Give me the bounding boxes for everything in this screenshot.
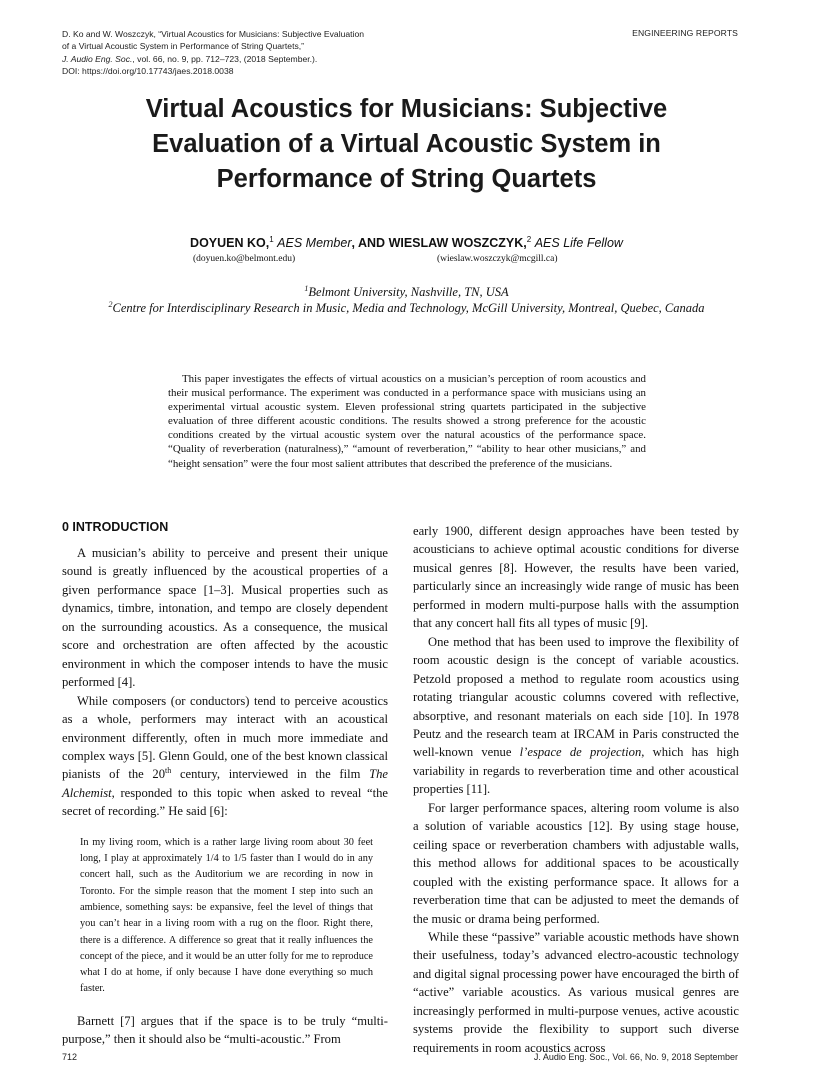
right-paragraph-4: While these “passive” variable acoustic methods have shown their usefulness, today’s advanced electro-acoustic technology and digital signal processing power have encouraged the birth of “active” variable acoustics. As various musical genres are increasingly performed in multi-purpose venues, active acoustic systems provide the flexibility to support such diverse requirements in room acoustics across	[413, 929, 739, 1055]
intro-paragraph-2	[62, 692, 388, 821]
citation-line-2: of a Virtual Acoustic System in Performance of String Quartets,”	[62, 41, 305, 52]
quote-text: In my living room, which is a rather large living room about 30 feet long, I play at approximately 1/4 to 1/5 faster than I would do in any concert hall, such as the Auditorium we are recording in now in Toronto. For the simple reason that the moment I step into such an ambience, something says: be expansive, feel the level of things that you can’t hear in a living room with a rug on the floor. Right there, there is a difference. A difference so great that it really influences the concept of the piece, and it would be an utter folly for me to reproduce what I do at home, if only because I have done everything so much faster.	[80, 836, 373, 995]
affiliation-1-marker: 1	[304, 283, 309, 293]
citation-line-3	[62, 53, 482, 65]
block-quote	[80, 835, 373, 998]
title-line-1: Virtual Acoustics for Musicians: Subjective	[145, 95, 668, 123]
author-2-name: WIESLAW WOSZCZYK,	[388, 236, 527, 250]
citation-block	[62, 28, 482, 77]
affiliation-2	[60, 301, 753, 316]
affiliation-2-text: Centre for Interdisciplinary Research in Music, Media and Technology, McGill University, Montreal, Quebec, Canada	[112, 301, 705, 315]
right-p2-text-a: One method that has been used to improve the flexibility of room acoustic design is the concept of variable acoustics. Petzold proposed a method to regulate room acoustics using rotating triangular acoustic columns covered with reflective, absorptive, and resonant materials on each side [10]. In 1978 Peutz and the research team at IRCAM in Paris constructed the well-known venue	[413, 634, 739, 760]
intro-p2-text-b: century, interviewed in the film	[171, 767, 370, 782]
affiliation-2-marker: 2	[108, 299, 113, 309]
right-paragraph-1: early 1900, different design approaches have been tested by acousticians to achieve optimal acoustic conditions for diverse musical genres [8]. However, the results have been varied, particularly since an increasingly wide range of music has been performed in modern multi-purpose halls with the assumption that any concert hall fits all types of music [9].	[413, 524, 739, 631]
author-2-affil-marker: 2	[526, 234, 532, 244]
paper-title	[60, 92, 753, 197]
right-column	[413, 522, 739, 1057]
right-p2-text-b: , which has high variability in regards to reverberation time and other acoustical properties [11].	[413, 745, 739, 797]
title-line-3: Performance of String Quartets	[216, 165, 597, 193]
citation-line-1: D. Ko and W. Woszczyk, “Virtual Acoustics for Musicians: Subjective Evaluation	[62, 29, 365, 39]
section-heading-introduction: 0 INTRODUCTION	[62, 520, 169, 534]
intro-paragraph-3: Barnett [7] argues that if the space is to be truly “multi-purpose,” then it should also be “multi-acoustic.” From	[62, 1013, 388, 1047]
author-1-affil-marker: 1	[269, 234, 274, 244]
author-2-role: AES Life Fellow	[534, 236, 623, 250]
author-2-email[interactable]: (wieslaw.woszczyk@mcgill.ca)	[437, 254, 558, 264]
left-column	[62, 518, 388, 1049]
page-number: 712	[62, 1052, 78, 1062]
citation-journal: J. Audio Eng. Soc.	[62, 53, 133, 64]
author-and: , AND	[351, 236, 386, 250]
journal-footer: J. Audio Eng. Soc., Vol. 66, No. 9, 2018 September	[533, 1052, 738, 1062]
film-title: The Alchemist	[62, 767, 388, 800]
affiliation-1	[60, 285, 753, 300]
intro-p2-text-c: , responded to this topic when asked to reveal “the secret of recording.” He said [6]:	[62, 785, 388, 819]
author-line	[60, 236, 753, 250]
section-label: ENGINEERING REPORTS	[632, 28, 738, 38]
author-1-role: AES Member	[277, 236, 352, 250]
intro-p2-text-a: While composers (or conductors) tend to perceive acoustics as a whole, performers may interact with an acoustical environment differently, often in much more immediate and complex ways [5]. Glenn Gould, one of the best known classical pianists of the 20	[62, 693, 388, 782]
title-line-2: Evaluation of a Virtual Acoustic System in	[152, 130, 661, 158]
right-paragraph-2	[413, 633, 739, 799]
abstract: This paper investigates the effects of virtual acoustics on a musician’s perception of room acoustics and their musical performance. The experiment was conducted in a performance space with musicians using an experimental virtual acoustic system. Eleven professional string quartets participated in the subjective evaluation of three different acoustic conditions. The results showed a strong preference for the acoustic conditions created by the virtual acoustic system over the natural acoustics of the performance space. “Quality of reverberation (naturalness),” “amount of reverberation,” “ability to hear other musicians,” and “height sensation” were the four most salient attributes that described the preference of the musicians.	[168, 373, 646, 470]
ordinal-suffix: th	[165, 766, 172, 776]
intro-paragraph-1: A musician’s ability to perceive and present their unique sound is greatly influenced by the acoustical properties of a given performance space [1–3]. Musical properties such as dynamics, timbre, intonation, and tempo are closely dependent on the surrounding acoustics. As a consequence, the musical score and orchestration are often affected by the acoustic environment in which the composer intends to have the music performed [4].	[62, 546, 388, 690]
affiliation-1-text: Belmont University, Nashville, TN, USA	[308, 285, 509, 299]
citation-volume: , vol. 66, no. 9, pp. 712–723, (2018 September.).	[132, 53, 318, 64]
author-1-email[interactable]: (doyuen.ko@belmont.edu)	[193, 254, 296, 264]
author-1-name: DOYUEN KO,	[190, 236, 270, 250]
doi-link[interactable]: DOI: https://doi.org/10.17743/jaes.2018.0038	[62, 65, 234, 76]
right-paragraph-3: For larger performance spaces, altering room volume is also a solution of variable acoustics [12]. By using stage house, ceiling space or reverberation chambers with adjustable walls, this method allows for additional spaces to be acoustically coupled with the existing performance space. It allows for a reverberation time that can be adjusted to meet the demands of the music or drama being performed.	[413, 800, 739, 926]
venue-name: l’espace de projection	[519, 745, 642, 760]
